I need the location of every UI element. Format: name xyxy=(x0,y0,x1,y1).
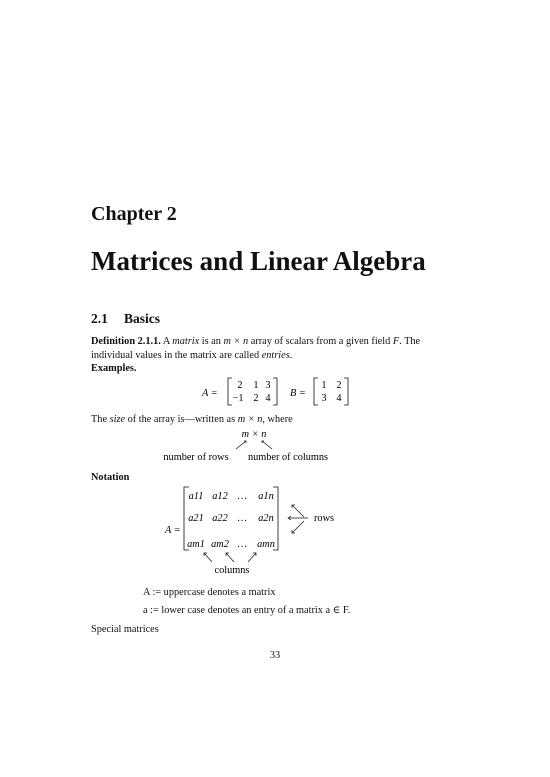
section-title: Basics xyxy=(124,311,161,326)
size-diagram-expr: m × n xyxy=(241,429,267,440)
size-cols-label: number of columns xyxy=(247,452,329,463)
matrix-a-name: A = xyxy=(202,388,218,399)
notation-cell: am2 xyxy=(211,539,229,550)
arrow-to-rows-label xyxy=(236,441,246,449)
notation-cell: a21 xyxy=(188,513,204,524)
uppercase-convention: A := uppercase denotes a matrix xyxy=(143,587,276,598)
matrix-a-cell: −1 xyxy=(232,393,244,404)
section-number: 2.1 xyxy=(91,311,108,326)
notation-rows-label: rows xyxy=(314,513,335,524)
notation-cell: am1 xyxy=(187,539,205,550)
notation-matrix-name: A = xyxy=(165,525,181,536)
row-arrow-up xyxy=(292,505,304,517)
matrix-b-cell: 1 xyxy=(321,380,327,391)
notation-cell: … xyxy=(236,539,248,550)
term-matrix: matrix xyxy=(172,336,200,347)
definition-text: A xyxy=(162,336,170,347)
page-number: 33 xyxy=(269,650,281,661)
matrix-b-name: B = xyxy=(290,388,306,399)
matrix-b-cell: 3 xyxy=(321,393,327,404)
matrix-a-cell: 3 xyxy=(265,380,271,391)
notation-cell: … xyxy=(236,491,248,502)
math-m-times-n: m × n xyxy=(237,414,263,425)
col-arrow-mid xyxy=(226,553,234,562)
matrix-a-cell: 1 xyxy=(253,380,259,391)
notation-cell: a12 xyxy=(212,491,228,502)
matrix-a-cell: 4 xyxy=(265,393,271,404)
size-sentence xyxy=(91,414,293,425)
notation-cell: a11 xyxy=(188,491,204,502)
special-matrices-text: Special matrices xyxy=(91,624,159,635)
size-rows-label: number of rows xyxy=(163,452,229,463)
definition-text: . The individual values in the matrix are called xyxy=(91,336,421,361)
lowercase-convention: a := lower case denotes an entry of a matrix a ∈ F. xyxy=(143,605,351,616)
notation-cell: … xyxy=(236,513,248,524)
row-arrow-down xyxy=(292,521,304,533)
definition-text: array of scalars from a given field xyxy=(250,336,391,347)
notation-cell: a1n xyxy=(258,491,274,502)
size-text: of the array is—written as xyxy=(127,414,236,425)
definition-text: is an xyxy=(201,336,221,347)
matrix-b-left-bracket xyxy=(314,378,318,405)
arrow-to-cols-label xyxy=(262,441,272,449)
matrix-a-right-bracket xyxy=(273,378,277,405)
math-m-times-n: m × n xyxy=(223,336,249,347)
term-entries: entries xyxy=(261,350,290,361)
matrix-b-cell: 2 xyxy=(336,380,342,391)
size-text: , where xyxy=(262,414,293,425)
definition-text: . xyxy=(289,350,293,361)
matrix-b-cell: 4 xyxy=(336,393,342,404)
size-text: The xyxy=(91,414,108,425)
notation-columns-label: columns xyxy=(214,565,250,576)
notation-heading: Notation xyxy=(91,472,130,483)
col-arrow-right xyxy=(248,553,256,562)
examples-heading: Examples. xyxy=(91,363,137,374)
matrix-a-left-bracket xyxy=(228,378,232,405)
col-arrow-left xyxy=(204,553,212,562)
notation-cell: a2n xyxy=(258,513,274,524)
term-size: size xyxy=(109,414,126,425)
chapter-title: Matrices and Linear Algebra xyxy=(91,246,426,276)
matrix-b-right-bracket xyxy=(344,378,348,405)
notation-cell: amn xyxy=(257,539,275,550)
notation-cell: a22 xyxy=(212,513,228,524)
chapter-label: Chapter 2 xyxy=(91,203,177,225)
matrix-a-cell: 2 xyxy=(237,380,243,391)
matrix-a-cell: 2 xyxy=(253,393,259,404)
definition-label: Definition 2.1.1. xyxy=(91,336,161,347)
math-field-f: F xyxy=(392,336,400,347)
